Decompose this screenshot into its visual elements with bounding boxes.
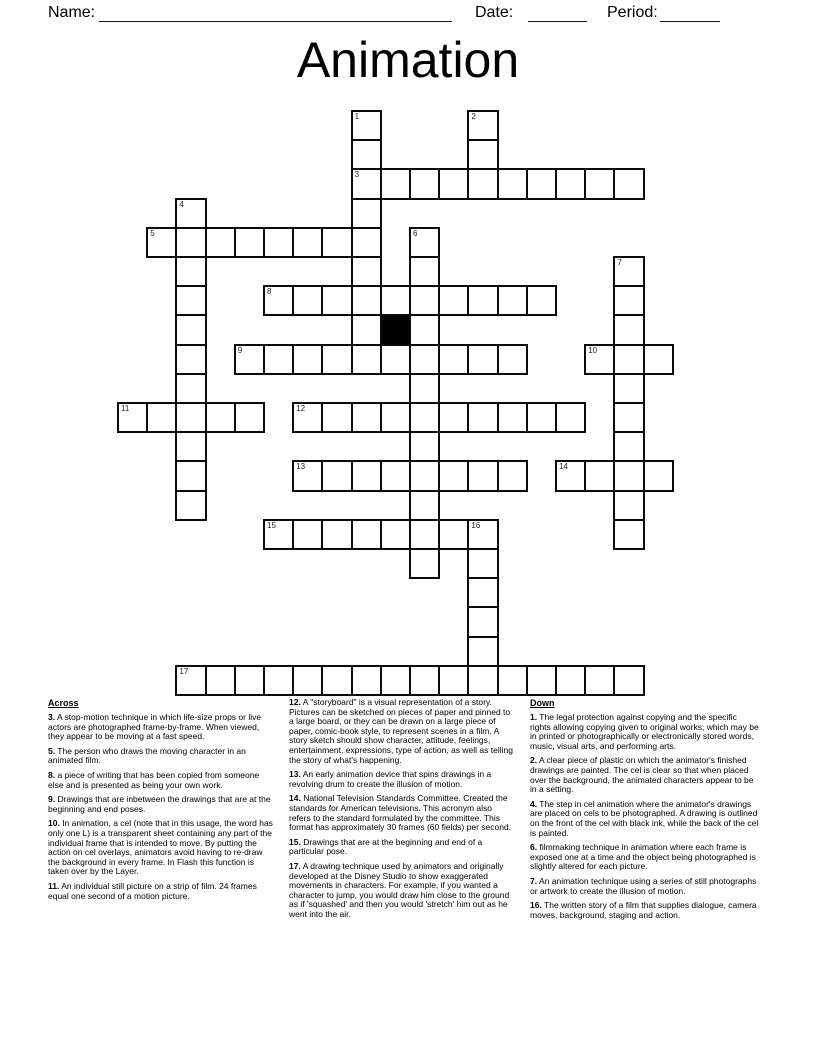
grid-cell-number: 12 — [296, 404, 306, 413]
grid-cell — [351, 344, 382, 375]
page-title: Animation — [296, 32, 520, 88]
grid-cell — [409, 168, 440, 199]
grid-cell — [292, 344, 323, 375]
clue-text: Drawings that are inbetween the drawings that are at the beginning and end poses. — [48, 794, 271, 814]
grid-cell — [175, 344, 206, 375]
grid-cell — [351, 285, 382, 316]
clue-across-3 — [48, 713, 275, 742]
clue-number: 2. — [530, 755, 538, 766]
clue-number: 11. — [48, 880, 60, 891]
grid-cell — [467, 168, 498, 199]
grid-cell — [613, 314, 644, 345]
clue-across-14 — [289, 794, 516, 832]
clue-across-12 — [289, 698, 516, 765]
grid-cell — [526, 402, 557, 433]
grid-cell — [175, 285, 206, 316]
grid-cell — [409, 373, 440, 404]
grid-cell — [467, 519, 498, 550]
grid-cell-number: 16 — [471, 520, 481, 530]
grid-cell-number: 10 — [588, 345, 598, 355]
clue-number: 8. — [48, 769, 56, 780]
clue-text: The step in cel animation where the animator's drawings are placed on cels to be photographed. A drawing is outlined on the front of the cel with black ink, while the back of the cel is painted. — [530, 798, 759, 838]
grid-cell — [438, 519, 469, 550]
period-label: Period: — [607, 4, 658, 21]
grid-cell-number: 7 — [617, 258, 622, 267]
clue-number: 7. — [530, 875, 538, 886]
grid-cell — [263, 344, 294, 375]
clue-text: The person who draws the moving character in an animated film. — [48, 745, 246, 766]
grid-cell — [497, 168, 528, 199]
grid-cell-number: 14 — [559, 462, 568, 472]
grid-cell — [613, 344, 644, 375]
grid-cell — [292, 402, 323, 433]
grid-cell — [380, 168, 411, 199]
clue-across-5 — [48, 747, 275, 766]
grid-cell — [175, 402, 206, 433]
grid-cell — [321, 460, 352, 491]
grid-cell — [409, 314, 440, 345]
grid-cell — [409, 227, 440, 258]
grid-cell — [351, 665, 382, 696]
clue-down-16 — [530, 901, 759, 920]
grid-cell — [146, 227, 177, 258]
grid-cell — [292, 460, 323, 491]
clue-number: 10. — [48, 818, 60, 829]
grid-cell-number: 6 — [413, 228, 418, 238]
grid-cell — [292, 665, 323, 696]
grid-cell — [467, 139, 498, 170]
grid-cell — [613, 431, 644, 462]
grid-cell — [175, 256, 206, 287]
clue-down-6 — [530, 843, 759, 872]
grid-cell-number: 9 — [237, 345, 243, 355]
grid-cell — [175, 431, 206, 462]
grid-cell — [438, 460, 469, 491]
grid-cell — [351, 314, 382, 345]
grid-cell — [555, 460, 586, 491]
grid-cell — [321, 227, 352, 258]
clue-across-11 — [48, 882, 275, 901]
grid-cell — [526, 665, 557, 696]
grid-cell — [351, 402, 382, 433]
across-header: Across — [48, 698, 79, 708]
clue-number: 3. — [48, 712, 56, 722]
grid-cell — [409, 665, 440, 696]
clue-number: 5. — [48, 745, 56, 756]
clue-number: 13. — [289, 769, 301, 780]
grid-cell — [263, 519, 294, 550]
grid-cell — [351, 227, 382, 258]
grid-cell — [438, 402, 469, 433]
grid-cell — [205, 402, 236, 433]
grid-cell — [351, 139, 382, 170]
grid-cell — [409, 285, 440, 316]
grid-cell — [380, 344, 411, 375]
clue-number: 4. — [530, 798, 538, 809]
clue-number: 12. — [289, 697, 301, 707]
grid-cell — [205, 227, 236, 258]
grid-cell — [613, 402, 644, 433]
grid-cell — [351, 198, 382, 229]
clue-down-7 — [530, 877, 759, 896]
grid-cell — [380, 519, 411, 550]
clue-across-10 — [48, 819, 275, 877]
grid-cell — [643, 460, 674, 491]
clue-text: An individual still picture on a strip of film. 24 frames equal one second of a motion picture. — [48, 880, 257, 901]
grid-cell — [351, 460, 382, 491]
grid-cell-number: 15 — [267, 520, 276, 530]
grid-cell — [351, 110, 382, 141]
grid-cell — [438, 344, 469, 375]
grid-cell — [526, 168, 557, 199]
grid-cell — [117, 402, 148, 433]
grid-cell — [380, 665, 411, 696]
grid-cell — [175, 198, 206, 229]
grid-cell — [613, 460, 644, 491]
grid-cell — [380, 285, 411, 316]
grid-cell-number: 5 — [150, 228, 155, 238]
grid-cell — [643, 344, 674, 375]
grid-cell — [438, 665, 469, 696]
grid-cell — [467, 548, 498, 579]
grid-cell — [613, 490, 644, 521]
clue-number: 15. — [289, 836, 301, 847]
grid-cell — [263, 285, 294, 316]
grid-cell — [351, 519, 382, 550]
grid-cell — [175, 373, 206, 404]
grid-cell — [584, 344, 615, 375]
grid-cell-number: 8 — [267, 287, 272, 297]
grid-cell-number: 2 — [471, 112, 476, 121]
clue-text: An animation technique using a series of still photographs or artwork to create the illusion of motion. — [530, 875, 757, 896]
clue-text: a piece of writing that has been copied from someone else and is presented as being your own work. — [48, 769, 260, 790]
clue-across-8 — [48, 771, 275, 790]
grid-cell-number: 1 — [354, 112, 360, 121]
grid-cell — [613, 665, 644, 696]
grid-cell — [613, 373, 644, 404]
clue-number: 16. — [530, 900, 542, 911]
grid-cell — [497, 344, 528, 375]
grid-cell — [234, 344, 265, 375]
grid-cell — [467, 110, 498, 141]
grid-cell — [351, 168, 382, 199]
grid-cell — [321, 285, 352, 316]
grid-cell — [467, 577, 498, 608]
clue-text: A clear piece of plastic on which the animator's finished drawings are painted. The cel is clear so that when placed over the background, the animated characters appear to be in a setting. — [530, 755, 754, 795]
grid-cell — [555, 168, 586, 199]
grid-cell — [292, 285, 323, 316]
clue-number: 6. — [530, 842, 538, 853]
grid-cell — [175, 227, 206, 258]
grid-cell-number: 13 — [296, 462, 306, 472]
grid-cell-number: 3 — [354, 170, 360, 180]
grid-cell — [467, 606, 498, 637]
grid-cell — [175, 314, 206, 345]
grid-cell — [409, 256, 440, 287]
grid-cell — [467, 344, 498, 375]
clue-number: 14. — [289, 793, 301, 804]
clue-across-17 — [289, 862, 516, 920]
grid-cell — [613, 285, 644, 316]
grid-cell — [409, 460, 440, 491]
grid-cell — [263, 227, 294, 258]
grid-cell — [292, 519, 323, 550]
clue-number: 1. — [530, 712, 538, 722]
grid-cell — [409, 490, 440, 521]
clues-column-3 — [530, 698, 759, 925]
clue-text: The legal protection against copying and the specific rights allowing copying given to original works, which may be in printed or photographically or electronically stored words, music, visual arts, and performing arts. — [530, 712, 759, 751]
clue-text: An early animation device that spins drawings in a revolving drum to create the illusion of motion. — [289, 769, 492, 789]
grid-black-cell — [380, 314, 411, 345]
grid-cell — [613, 256, 644, 287]
grid-cell — [467, 665, 498, 696]
grid-cell — [467, 636, 498, 667]
grid-cell — [409, 431, 440, 462]
grid-cell — [409, 344, 440, 375]
clue-across-13 — [289, 770, 516, 789]
clue-text: The written story of a film that supplies dialogue, camera moves, background, staging and action. — [530, 900, 757, 920]
clue-number: 9. — [48, 794, 56, 805]
clues-column-2 — [289, 698, 516, 924]
grid-cell — [467, 460, 498, 491]
grid-cell — [409, 402, 440, 433]
grid-cell — [613, 168, 644, 199]
grid-cell — [497, 285, 528, 316]
grid-cell — [351, 256, 382, 287]
clue-down-4 — [530, 800, 759, 838]
clue-text: National Television Standards Committee. Created the standards for American televisions. This acronym also refers to the standard formulated by the committee. This format has approximately 30 frames (60 fields) per second. — [289, 793, 512, 833]
grid-cell — [321, 665, 352, 696]
grid-cell — [380, 460, 411, 491]
grid-cell — [321, 344, 352, 375]
grid-cell — [497, 665, 528, 696]
grid-cell — [175, 460, 206, 491]
clue-across-15 — [289, 838, 516, 857]
clue-text: In animation, a cel (note that in this usage, the word has only one L) is a transparent sheet containing any part of the individual frame that is intended to move. By putting the action on cel overlays, animators avoid having to re-draw the background in every frame. In Flash this function is taken over by the Layer. — [48, 818, 273, 877]
clue-text: filmmaking technique in animation where each frame is exposed one at a time and the object being photographed is slightly altered for each picture. — [530, 842, 756, 872]
name-label: Name: — [48, 4, 96, 21]
grid-cell — [555, 402, 586, 433]
grid-cell — [584, 460, 615, 491]
grid-cell — [584, 168, 615, 199]
grid-cell — [409, 519, 440, 550]
grid-cell — [234, 227, 265, 258]
grid-cell — [497, 460, 528, 491]
clues-column-1 — [48, 698, 275, 906]
clue-text: A stop-motion technique in which life-size props or live actors are photographed frame-by-frame. When viewed, they appear to be moving at a fast speed. — [48, 712, 262, 742]
clue-across-9 — [48, 795, 275, 814]
grid-cell — [380, 402, 411, 433]
clue-text: A drawing technique used by animators and originally developed at the Disney Studio to show exaggerated movements in characters. For example, if you wanted a character to jump, you would draw him close to the ground as if 'squashed' and then you would 'stretch' him out as he went into the air. — [289, 860, 510, 919]
down-header: Down — [530, 698, 555, 708]
grid-cell — [497, 402, 528, 433]
name-line — [99, 21, 452, 22]
clue-down-1 — [530, 713, 759, 751]
grid-cell — [584, 665, 615, 696]
grid-cell — [205, 665, 236, 696]
date-label: Date: — [475, 4, 514, 21]
grid-cell — [175, 665, 206, 696]
date-line — [528, 21, 587, 22]
grid-cell-number: 11 — [121, 404, 130, 413]
grid-cell — [146, 402, 177, 433]
grid-cell — [467, 285, 498, 316]
grid-cell-number: 17 — [179, 666, 189, 676]
grid-cell — [409, 548, 440, 579]
grid-cell — [467, 402, 498, 433]
grid-cell — [438, 168, 469, 199]
grid-cell — [555, 665, 586, 696]
grid-cell — [175, 490, 206, 521]
grid-cell — [613, 519, 644, 550]
grid-cell — [438, 285, 469, 316]
period-line — [660, 21, 720, 22]
grid-cell — [321, 402, 352, 433]
clue-number: 17. — [289, 860, 301, 871]
clue-text: Drawings that are at the beginning and end of a particular pose. — [289, 836, 483, 857]
clue-down-2 — [530, 756, 759, 794]
grid-cell — [321, 519, 352, 550]
grid-cell — [292, 227, 323, 258]
grid-cell — [234, 665, 265, 696]
grid-cell — [263, 665, 294, 696]
grid-cell — [234, 402, 265, 433]
grid-cell — [526, 285, 557, 316]
clue-text: A "storyboard" is a visual representation of a story. Pictures can be sketched on pieces of paper and pinned to a large board, or they can be drawn on a large piece of paper, comic-book style, to represent scenes in a film. A story sketch should show character, attitude, feelings, entertainment, expressions, type of action, as well as telling the story of what's happening. — [289, 697, 513, 765]
grid-cell-number: 4 — [179, 199, 184, 209]
